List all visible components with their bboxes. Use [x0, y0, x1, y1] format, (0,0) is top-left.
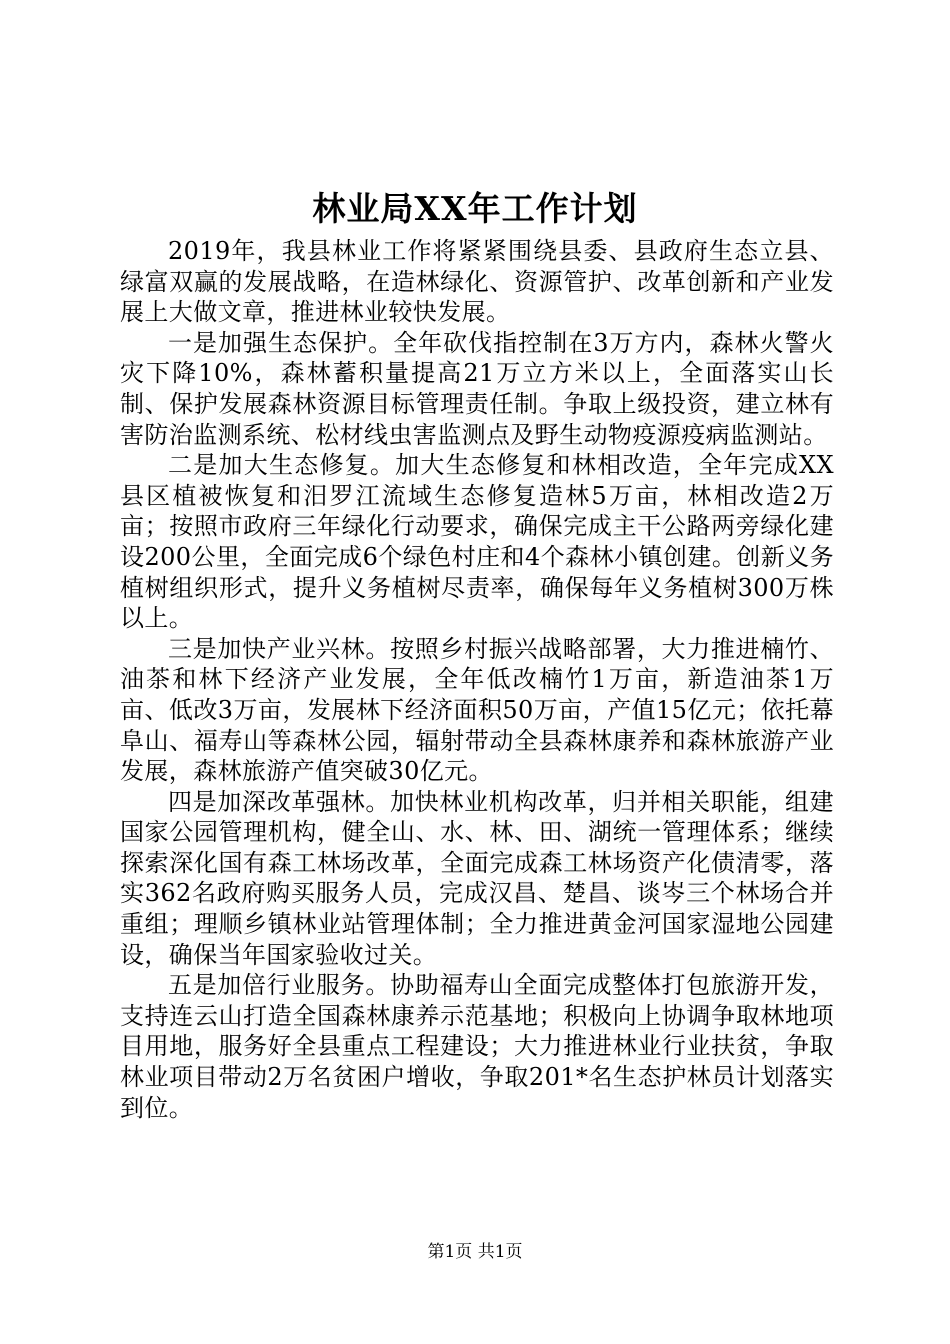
- document-body: [120, 236, 834, 1123]
- paragraph-industry-service: 五是加倍行业服务。协助福寿山全面完成整体打包旅游开发，支持连云山打造全国森林康养示范基地；积极向上协调争取林地项目用地，服务好全县重点工程建设；大力推进林业行业扶贫，争取林业项目带动2万名贫困户增收，争取201*名生态护林员计划落实到位。: [120, 971, 834, 1122]
- paragraph-ecological-restoration: 二是加大生态修复。加大生态修复和林相改造，全年完成XX县区植被恢复和汨罗江流域生态修复造林5万亩，林相改造2万亩；按照市政府三年绿化行动要求，确保完成主干公路两旁绿化建设200公里，全面完成6个绿色村庄和4个森林小镇创建。创新义务植树组织形式，提升义务植树尽责率，确保每年义务植树300万株以上。: [120, 451, 834, 633]
- page-footer: 第1页 共1页: [427, 1242, 523, 1262]
- document-title: 林业局XX年工作计划: [312, 189, 638, 228]
- paragraph-reform: 四是加深改革强林。加快林业机构改革，归并相关职能，组建国家公园管理机构，健全山、水、林、田、湖统一管理体系；继续探索深化国有森工林场改革，全面完成森工林场资产化债清零，落实362名政府购买服务人员，完成汉昌、楚昌、谈岑三个林场合并重组；理顺乡镇林业站管理体制；全力推进黄金河国家湿地公园建设，确保当年国家验收过关。: [120, 787, 834, 969]
- paragraph-intro: 2019年，我县林业工作将紧紧围绕县委、县政府生态立县、绿富双赢的发展战略，在造林绿化、资源管护、改革创新和产业发展上大做文章，推进林业较快发展。: [120, 237, 834, 327]
- paragraph-ecological-protection: 一是加强生态保护。全年砍伐指控制在3万方内，森林火警火灾下降10%，森林蓄积量提高21万立方米以上，全面落实山长制、保护发展森林资源目标管理责任制。争取上级投资，建立林有害防治监测系统、松材线虫害监测点及野生动物疫源疫病监测站。: [120, 328, 834, 449]
- paragraph-industry-forestry: 三是加快产业兴林。按照乡村振兴战略部署，大力推进楠竹、油茶和林下经济产业发展，全年低改楠竹1万亩，新造油茶1万亩、低改3万亩，发展林下经济面积50万亩，产值15亿元；依托幕阜山、福寿山等森林公园，辐射带动全县森林康养和森林旅游产业发展，森林旅游产值突破30亿元。: [120, 634, 834, 786]
